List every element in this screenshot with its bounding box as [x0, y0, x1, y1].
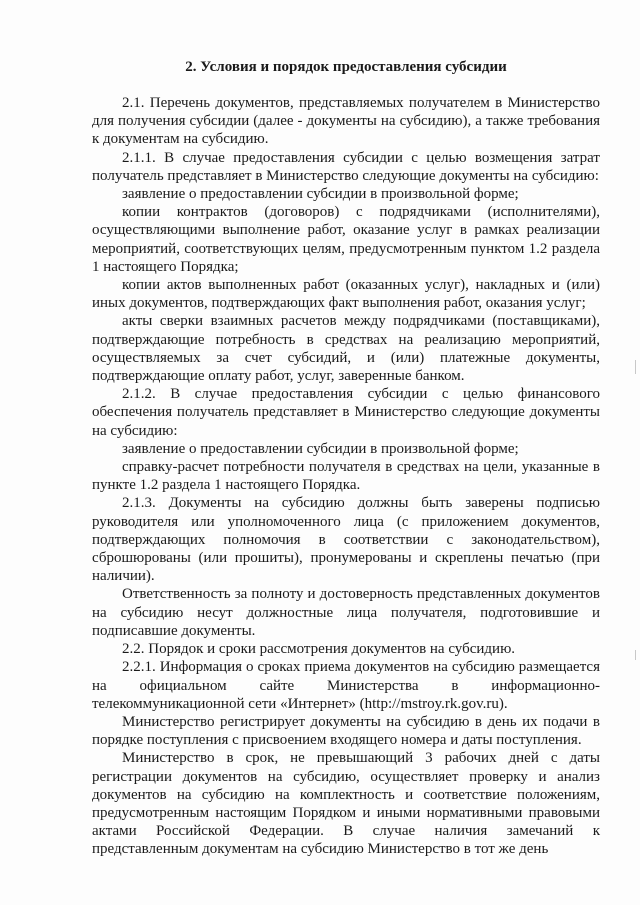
paragraph-review: Министерство в срок, не превышающий 3 рабочих дней с даты регистрации документов на субсидию, осуществляет проверку и анализ документов на субсидию на комплектность и соответствие положениям, предусмотренным настоящим Порядком и иными нормативными правовыми актами Российской Федерации. В случае наличия замечаний к представленным документам на субсидию Министерство в тот же день — [92, 750, 600, 858]
paragraph-2-1: 2.1. Перечень документов, представляемых получателем в Министерство для получения субсидии (далее - документы на субсидию), а также требования к документам на субсидию. — [92, 95, 600, 148]
paragraph-responsibility: Ответственность за полноту и достоверность представленных документов на субсидию несут должностные лица получателя, подготовившие и подписавшие документы. — [92, 586, 600, 639]
list-item-contract-copies: копии контрактов (договоров) с подрядчиками (исполнителями), осуществляющими выполнение работ, оказание услуг в рамках реализации мероприятий, соответствующих целям, предусмотренным пунктом 1.2 раздела 1 настоящего Порядка; — [92, 204, 600, 275]
document-body — [92, 94, 600, 859]
list-item-acts-copies: копии актов выполненных работ (оказанных услуг), накладных и (или) иных документов, подтверждающих факт выполнения работ, оказания услуг; — [92, 277, 600, 312]
list-item-application: заявление о предоставлении субсидии в произвольной форме; — [122, 186, 519, 203]
list-item-application-2: заявление о предоставлении субсидии в произвольной форме; — [122, 440, 519, 457]
scan-edge-mark — [635, 360, 636, 374]
scan-edge-mark — [635, 650, 636, 660]
list-item-reconciliation-acts: акты сверки взаимных расчетов между подрядчиками (поставщиками), подтверждающие потребность в средствах на реализацию мероприятий, осуществляемых за счет субсидий, и (или) платежные документы, подтверждающие оплату работ, услуг, заверенные банком. — [92, 313, 600, 385]
section-title: 2. Условия и порядок предоставления субсидии — [185, 59, 507, 75]
paragraph-2-1-1: 2.1.1. В случае предоставления субсидии с целью возмещения затрат получатель представляет в Министерство следующие документы на субсидию: — [92, 149, 600, 184]
paragraph-2-2: 2.2. Порядок и сроки рассмотрения документов на субсидию. — [122, 641, 516, 658]
list-item-calculation: справку-расчет потребности получателя в средствах на цели, указанные в пункте 1.2 раздела 1 настоящего Порядка. — [92, 459, 600, 494]
paragraph-2-2-1: 2.2.1. Информация о сроках приема документов на субсидию размещается на официальном сайте Министерства в информационно-телекоммуникационной сети «Интернет» (http://mstroy.rk.gov.ru). — [92, 659, 600, 712]
paragraph-2-1-3: 2.1.3. Документы на субсидию должны быть заверены подписью руководителя или уполномоченного лица (с приложением документов, подтверждающих полномочия в соответствии с законодательством), сброшюрованы (или прошиты), пронумерованы и скреплены печатью (при наличии). — [92, 495, 600, 585]
paragraph-registration: Министерство регистрирует документы на субсидию в день их подачи в порядке поступления с присвоением входящего номера и даты поступления. — [92, 713, 600, 749]
paragraph-2-1-2: 2.1.2. В случае предоставления субсидии с целью финансового обеспечения получатель представляет в Министерство следующие документы на субсидию: — [92, 386, 600, 439]
